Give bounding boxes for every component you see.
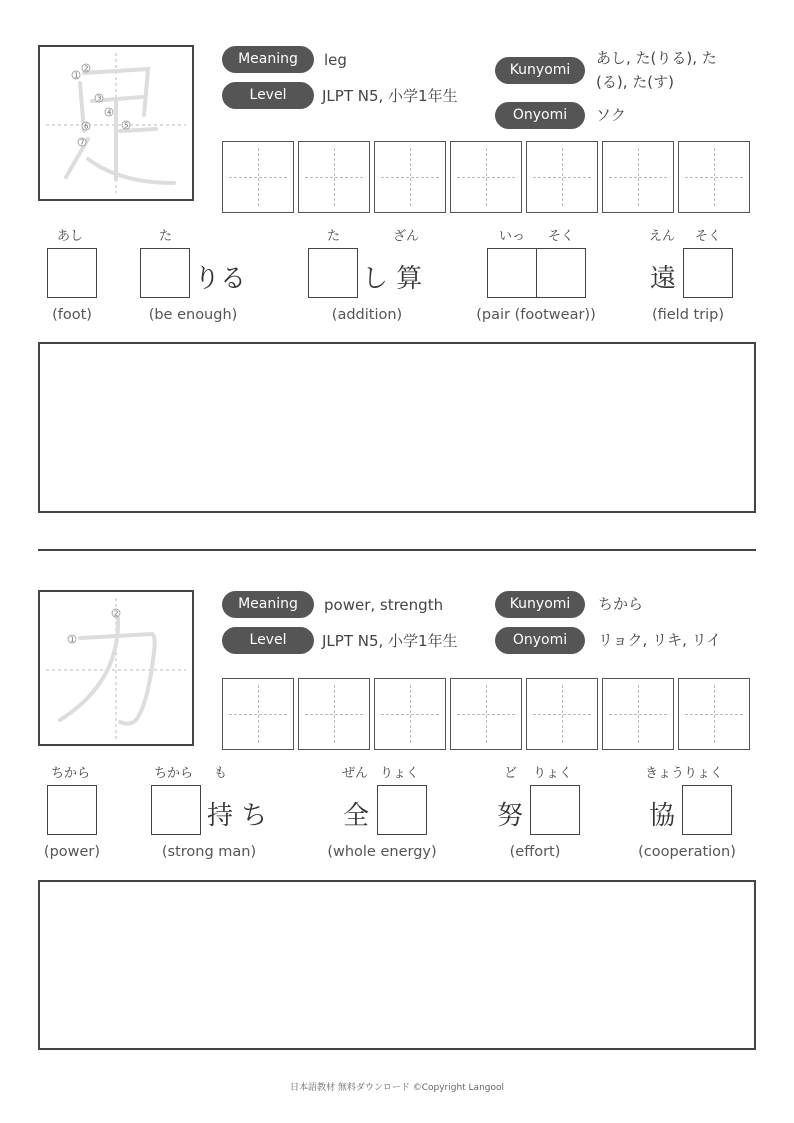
furigana: えん [649,229,676,244]
furigana: ぜん [342,766,369,781]
level-value: JLPT N5, 小学1年生 [322,87,458,105]
practice-cell[interactable] [602,141,674,213]
furigana: た [327,229,341,244]
furigana: ちから [51,766,91,781]
kunyomi-label: Kunyomi [495,591,585,618]
word-translation: (be enough) [148,307,238,323]
word-translation: (power) [43,844,101,860]
practice-cell[interactable] [450,678,522,750]
furigana: きょうりょく [645,766,724,781]
svg-text:2: 2 [84,64,89,73]
word-known-kanji: 協 [649,801,676,831]
level-label: Level [222,82,314,109]
word-translation: (pair (footwear)) [476,307,596,323]
furigana: ざん [393,229,420,244]
onyomi-label: Onyomi [495,102,585,129]
stroke-number-7 [78,138,86,147]
word-translation: (cooperation) [638,844,736,860]
practice-cell[interactable] [450,141,522,213]
svg-text:6: 6 [84,122,89,131]
word-remainder: し 算 [362,264,423,294]
answer-blank[interactable] [536,248,586,298]
kanji-stroke-diagram [38,45,194,201]
answer-blank[interactable] [151,785,201,835]
answer-blank[interactable] [530,785,580,835]
furigana: いっ [499,229,526,244]
kanji-stroke-diagram [38,590,194,746]
answer-blank[interactable] [377,785,427,835]
svg-text:4: 4 [107,108,112,117]
answer-blank[interactable] [682,785,732,835]
stroke-number-3 [95,94,103,103]
word-translation: (foot) [52,307,92,323]
practice-cell[interactable] [602,678,674,750]
stroke-number-1 [72,71,80,80]
furigana: そく [695,229,722,244]
furigana: りょく [380,766,420,781]
level-label: Level [222,627,314,654]
svg-text:5: 5 [124,121,129,130]
word-known-kanji: 全 [343,801,370,831]
practice-cell[interactable] [374,141,446,213]
kunyomi-label: Kunyomi [495,57,585,84]
furigana: りょく [533,766,573,781]
svg-text:7: 7 [80,138,85,147]
practice-cell[interactable] [222,678,294,750]
word-translation: (whole energy) [327,844,437,860]
meaning-label: Meaning [222,46,314,73]
practice-cell[interactable] [526,678,598,750]
furigana: ちから [154,766,194,781]
furigana: も [214,766,228,781]
word-translation: (addition) [331,307,403,323]
svg-text:3: 3 [97,94,102,103]
answer-blank[interactable] [683,248,733,298]
footer-copyright: 日本語教材 無料ダウンロード ©Copyright Langool [289,1083,505,1093]
furigana: あし [57,229,84,244]
word-known-kanji: 遠 [650,264,677,294]
answer-blank[interactable] [308,248,358,298]
onyomi-value: ソク [596,106,626,124]
onyomi-value: リョク, リキ, リイ [598,631,722,649]
stroke-order-graphic [40,592,192,748]
meaning-label: Meaning [222,591,314,618]
practice-cell[interactable] [678,678,750,750]
word-translation: (field trip) [651,307,725,323]
notes-box[interactable] [38,880,756,1050]
furigana: ど [504,766,518,781]
stroke-number-2 [112,609,120,618]
word-translation: (effort) [509,844,561,860]
notes-box[interactable] [38,342,756,513]
stroke-number-5 [122,121,130,130]
practice-cell[interactable] [222,141,294,213]
answer-blank[interactable] [140,248,190,298]
onyomi-label: Onyomi [495,627,585,654]
answer-blank[interactable] [487,248,537,298]
word-remainder: 持 ち [207,801,268,831]
svg-text:1: 1 [70,635,75,644]
stroke-number-1 [68,635,76,644]
level-value: JLPT N5, 小学1年生 [322,632,458,650]
practice-cell[interactable] [374,678,446,750]
kunyomi-value-line1: あし, た(りる), た [596,49,717,67]
word-known-kanji: 努 [497,801,524,831]
practice-cell[interactable] [298,678,370,750]
kunyomi-value-line2: (る), た(す) [596,73,674,91]
word-okurigana: りる [194,264,247,294]
practice-cell[interactable] [526,141,598,213]
meaning-value: leg [324,51,347,69]
word-translation: (strong man) [161,844,257,860]
furigana: た [159,229,173,244]
stroke-order-graphic [40,47,192,199]
answer-blank[interactable] [47,248,97,298]
kunyomi-value: ちから [598,595,644,613]
section-divider [38,549,756,551]
practice-cell[interactable] [678,141,750,213]
meaning-value: power, strength [324,596,444,614]
stroke-number-6 [82,122,90,131]
stroke-number-2 [82,64,90,73]
svg-text:2: 2 [114,609,119,618]
stroke-number-4 [105,108,113,117]
answer-blank[interactable] [47,785,97,835]
svg-text:1: 1 [74,71,79,80]
practice-cell[interactable] [298,141,370,213]
furigana: そく [548,229,575,244]
